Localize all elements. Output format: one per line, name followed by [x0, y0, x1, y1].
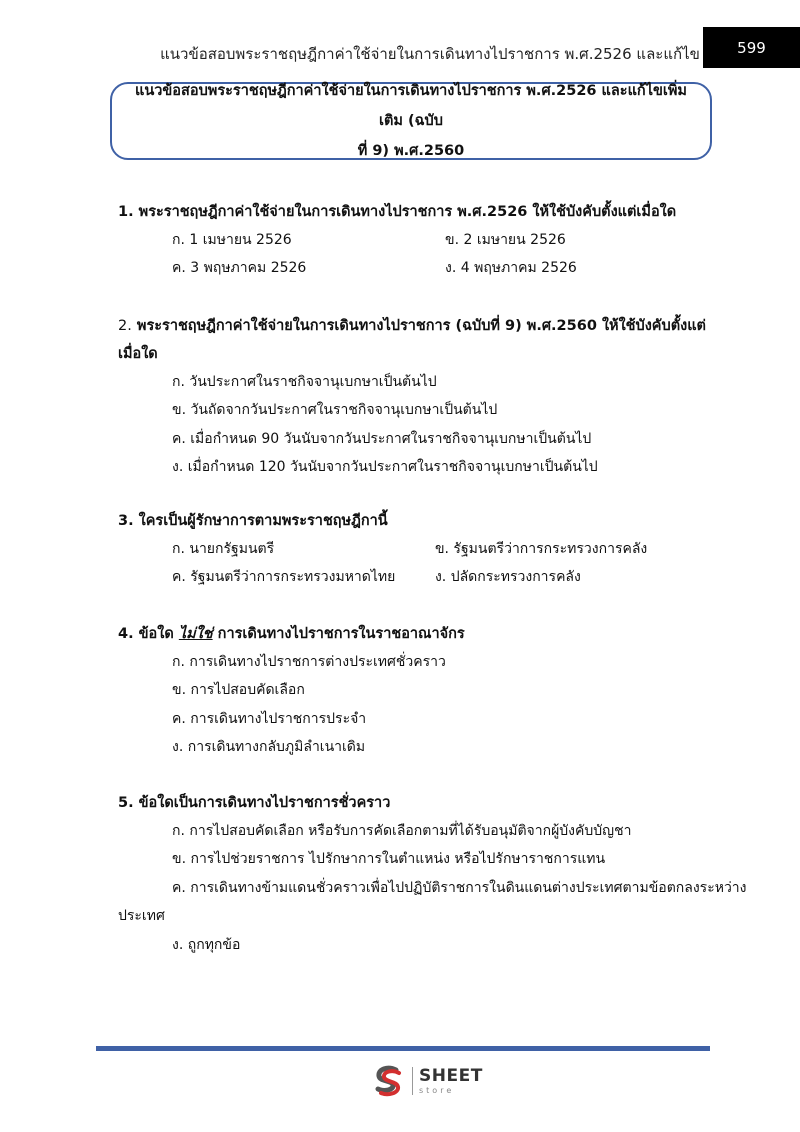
question-2 — [118, 312, 718, 482]
title-line-1: แนวข้อสอบพระราชฤษฎีกาค่าใช้จ่ายในการเดินทางไปราชการ พ.ศ.2526 และแก้ไขเพิ่มเติม (ฉบับ — [135, 83, 687, 129]
question-2-number: 2. — [118, 318, 132, 334]
question-2-option-a: ก. วันประกาศในราชกิจจานุเบกษาเป็นต้นไป — [172, 374, 437, 390]
logo-sub-text: store — [419, 1085, 455, 1095]
question-4-option-a: ก. การเดินทางไปราชการต่างประเทศชั่วคราว — [172, 654, 446, 670]
question-5-option-c-cont: ประเทศ — [118, 908, 165, 925]
question-5-option-b: ข. การไปช่วยราชการ ไปรักษาการในตำแหน่ง หรือไปรักษาราชการแทน — [172, 851, 606, 868]
title-box — [110, 82, 712, 160]
question-4-option-d: ง. การเดินทางกลับภูมิลำเนาเดิม — [172, 739, 366, 756]
footer-divider — [96, 1046, 710, 1051]
logo-wordmark — [419, 1065, 483, 1095]
question-3-text: 3. ใครเป็นผู้รักษาการตามพระราชฤษฎีกานี้ — [118, 513, 388, 529]
question-2-text — [118, 312, 718, 340]
question-2-text-cont: เมื่อใด — [118, 346, 158, 362]
question-3-option-d: ง. ปลัดกระทรวงการคลัง — [434, 569, 581, 586]
question-4-text — [118, 620, 718, 648]
question-1-option-c: ค. 3 พฤษภาคม 2526 — [172, 260, 307, 277]
question-4 — [118, 620, 718, 762]
question-1-option-b: ข. 2 เมษายน 2526 — [445, 232, 566, 248]
question-4-text-a: 4. ข้อใด — [118, 626, 174, 642]
question-5-option-d: ง. ถูกทุกข้อ — [172, 936, 241, 953]
title-line-2: ที่ 9) พ.ศ.2560 — [357, 143, 465, 159]
question-4-option-c: ค. การเดินทางไปราชการประจำ — [172, 710, 367, 727]
question-5-option-c: ค. การเดินทางข้ามแดนชั่วคราวเพื่อไปปฏิบัติราชการในดินแดนต่างประเทศตามข้อตกลงระหว่าง — [172, 879, 747, 896]
question-2-option-d: ง. เมื่อกำหนด 120 วันนับจากวันประกาศในราชกิจจานุเบกษาเป็นต้นไป — [172, 459, 598, 476]
question-5-text: 5. ข้อใดเป็นการเดินทางไปราชการชั่วคราว — [118, 795, 391, 811]
logo-separator — [412, 1067, 413, 1095]
page-number: 599 — [703, 27, 800, 68]
question-2-option-c: ค. เมื่อกำหนด 90 วันนับจากวันประกาศในราชกิจจานุเบกษาเป็นต้นไป — [172, 430, 592, 447]
question-4-option-b: ข. การไปสอบคัดเลือก — [172, 682, 305, 699]
logo-main-text: SHEET — [419, 1065, 483, 1086]
question-4-text-emphasis: ไม่ใช่ — [178, 626, 213, 642]
question-4-text-b: การเดินทางไปราชการในราชอาณาจักร — [217, 626, 465, 642]
question-1-text: 1. พระราชฤษฎีกาค่าใช้จ่ายในการเดินทางไปราชการ พ.ศ.2526 ให้ใช้บังคับตั้งแต่เมื่อใด — [118, 204, 677, 220]
question-1-option-a: ก. 1 เมษายน 2526 — [172, 232, 292, 248]
question-1 — [118, 198, 718, 283]
question-3 — [118, 507, 718, 592]
sheet-store-logo-icon — [370, 1063, 406, 1099]
question-1-option-d: ง. 4 พฤษภาคม 2526 — [445, 260, 577, 277]
question-5 — [118, 789, 747, 959]
question-5-option-a: ก. การไปสอบคัดเลือก หรือรับการคัดเลือกตามที่ได้รับอนุมัติจากผู้บังคับบัญชา — [172, 823, 632, 839]
question-2-text-main: พระราชฤษฎีกาค่าใช้จ่ายในการเดินทางไปราชการ (ฉบับที่ 9) พ.ศ.2560 ให้ใช้บังคับตั้งแต่ — [136, 318, 706, 334]
question-3-option-b: ข. รัฐมนตรีว่าการกระทรวงการคลัง — [434, 541, 648, 557]
question-2-option-b: ข. วันถัดจากวันประกาศในราชกิจจานุเบกษาเป็นต้นไป — [172, 402, 498, 419]
question-3-option-a: ก. นายกรัฐมนตรี — [172, 541, 275, 557]
sheet-store-logo — [370, 1063, 483, 1099]
question-3-option-c: ค. รัฐมนตรีว่าการกระทรวงมหาดไทย — [172, 569, 396, 586]
header-title: แนวข้อสอบพระราชฤษฎีกาค่าใช้จ่ายในการเดินทางไปราชการ พ.ศ.2526 และแก้ไข — [160, 45, 700, 63]
document-title — [126, 76, 696, 166]
